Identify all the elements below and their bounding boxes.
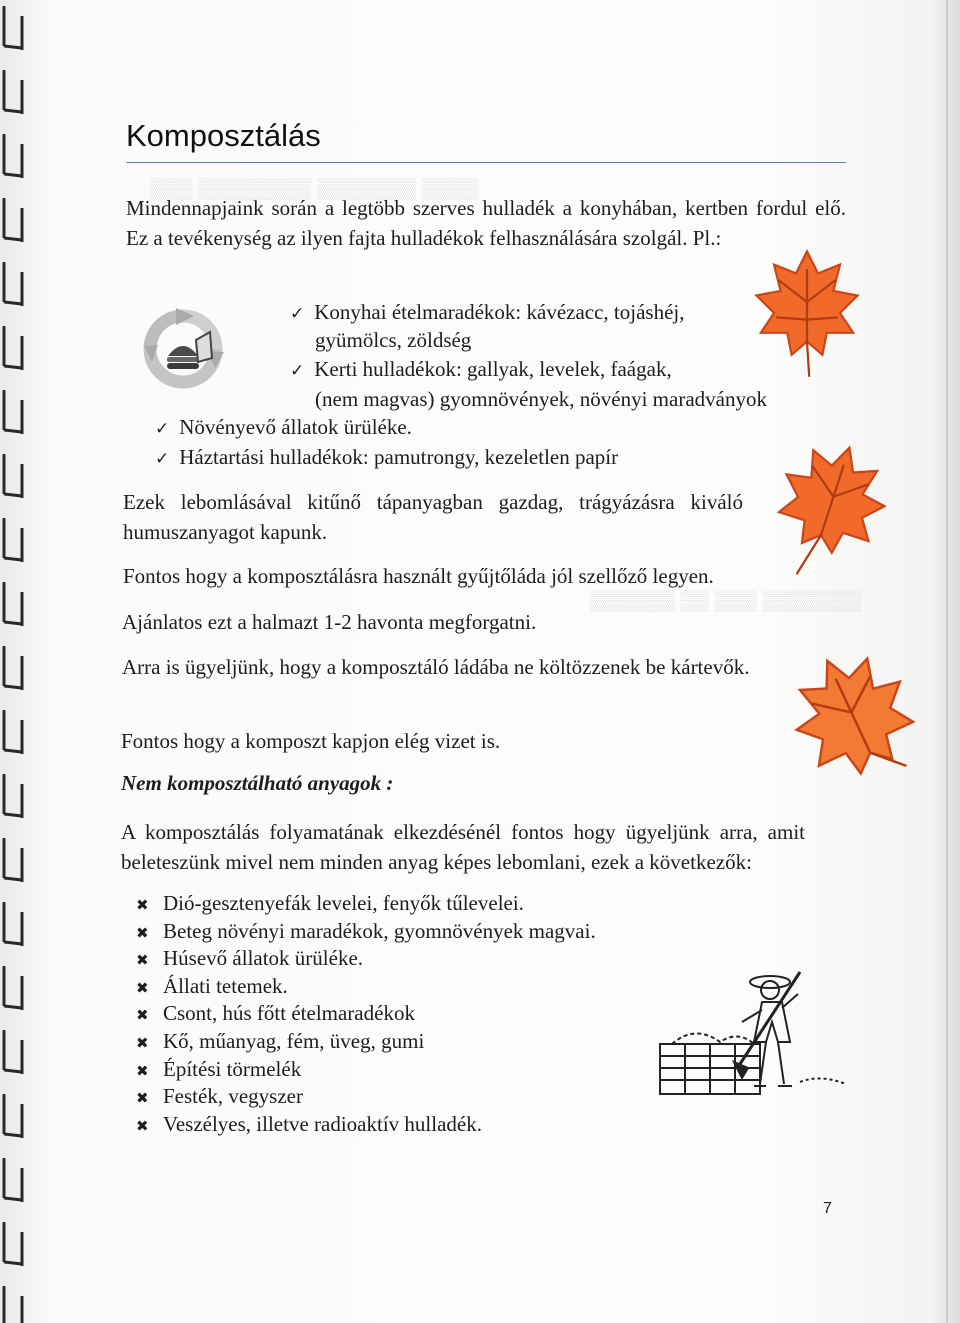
spiral-ring [4, 198, 22, 242]
list-item: ✖ Húsevő állatok ürüléke. [136, 946, 364, 971]
spiral-ring [4, 390, 22, 434]
spiral-ring [4, 838, 22, 882]
example-continuation: (nem magvas) gyomnövények, növényi maradványok [315, 387, 767, 411]
spiral-ring [4, 262, 22, 306]
spiral-ring [4, 454, 22, 498]
autumn-leaf-icon [790, 650, 918, 786]
spiral-ring [4, 1030, 22, 1074]
list-item: ✖ Dió-gesztenyefák levelei, fenyők tűlevelei. [136, 891, 524, 915]
container-paragraph: Fontos hogy a komposztálásra használt gyűjtőláda jól szellőző legyen. [123, 564, 714, 588]
non-compostable-heading: Nem komposztálható anyagok : [121, 771, 394, 795]
example-continuation: gyümölcs, zöldség [315, 328, 472, 352]
spiral-ring [4, 1158, 22, 1202]
pests-paragraph: Arra is ügyeljünk, hogy a komposztáló ládába ne költözzenek be kártevők. [122, 655, 750, 679]
example-item: ✓ Konyhai ételmaradékok: kávézacc, tojáshéj, [290, 297, 685, 329]
list-item: ✖ Állati tetemek. [136, 973, 288, 998]
spiral-ring [4, 1286, 22, 1323]
page-number: 7 [823, 1200, 832, 1217]
intro-paragraph: Mindennapjaink során a legtöbb szerves hulladék a konyhában, kertben fordul elő. Ez a tevékenység az ilyen fajta hulladékok felhasználására szolgál. Pl.: [126, 196, 846, 250]
spiral-ring [4, 6, 22, 50]
autumn-leaf-icon [752, 244, 862, 382]
list-item: ✖ Csont, hús főtt ételmaradékok [136, 1001, 415, 1026]
spiral-ring [4, 326, 22, 370]
page-title: Komposztálás [126, 118, 846, 163]
list-item: ✖ Festék, vegyszer [136, 1084, 303, 1109]
gardener-compost-illustration [650, 962, 850, 1112]
example-item: ✓ Kerti hulladékok: gallyak, levelek, faágak, [290, 354, 672, 386]
list-item: ✖ Kő, műanyag, fém, üveg, gumi [136, 1028, 425, 1053]
spiral-ring [4, 646, 22, 690]
spiral-ring [4, 1222, 22, 1266]
spiral-ring [4, 774, 22, 818]
list-item: ✖ Beteg növényi maradékok, gyomnövények magvai. [136, 918, 596, 943]
example-item: ✓ Háztartási hulladékok: pamutrongy, kezeletlen papír [155, 442, 618, 474]
turning-paragraph: Ajánlatos ezt a halmazt 1-2 havonta megforgatni. [122, 610, 537, 634]
list-item: ✖ Építési törmelék [136, 1056, 302, 1081]
water-paragraph: Fontos hogy a komposzt kapjon elég vizet is. [121, 729, 501, 753]
example-item: ✓ Növényevő állatok ürüléke. [155, 412, 412, 444]
non-compostable-intro: A komposztálás folyamatának elkezdésénél fontos hogy ügyeljünk arra, amit beleteszünk mivel nem minden anyag képes lebomlani, ezek a következők: [121, 820, 805, 874]
spiral-ring [4, 582, 22, 626]
non-compostable-list [136, 891, 596, 1139]
spiral-ring [4, 1094, 22, 1138]
humus-paragraph: Ezek lebomlásával kitűnő tápanyagban gazdag, trágyázásra kiváló humuszanyagot kapunk. [123, 490, 743, 544]
spiral-ring [4, 70, 22, 114]
spiral-ring [4, 966, 22, 1010]
spiral-ring [4, 134, 22, 178]
page-edge [946, 0, 948, 1323]
spiral-ring [4, 902, 22, 946]
recycling-food-icon [132, 306, 234, 392]
spiral-binding-icon [0, 0, 34, 1323]
spiral-ring [4, 518, 22, 562]
bleed-through-text: ▒▒▒ ▒▒▒▒▒▒▒▒ ▒▒▒▒▒▒▒ ▒▒▒▒ [150, 178, 479, 200]
list-item: ✖ Veszélyes, illetve radioaktív hulladék. [136, 1111, 482, 1136]
bleed-through-text: ▒▒▒▒▒▒ ▒▒ ▒▒▒ ▒▒▒▒▒▒▒ [590, 590, 862, 612]
spiral-ring [4, 710, 22, 754]
autumn-leaf-icon [774, 438, 886, 588]
